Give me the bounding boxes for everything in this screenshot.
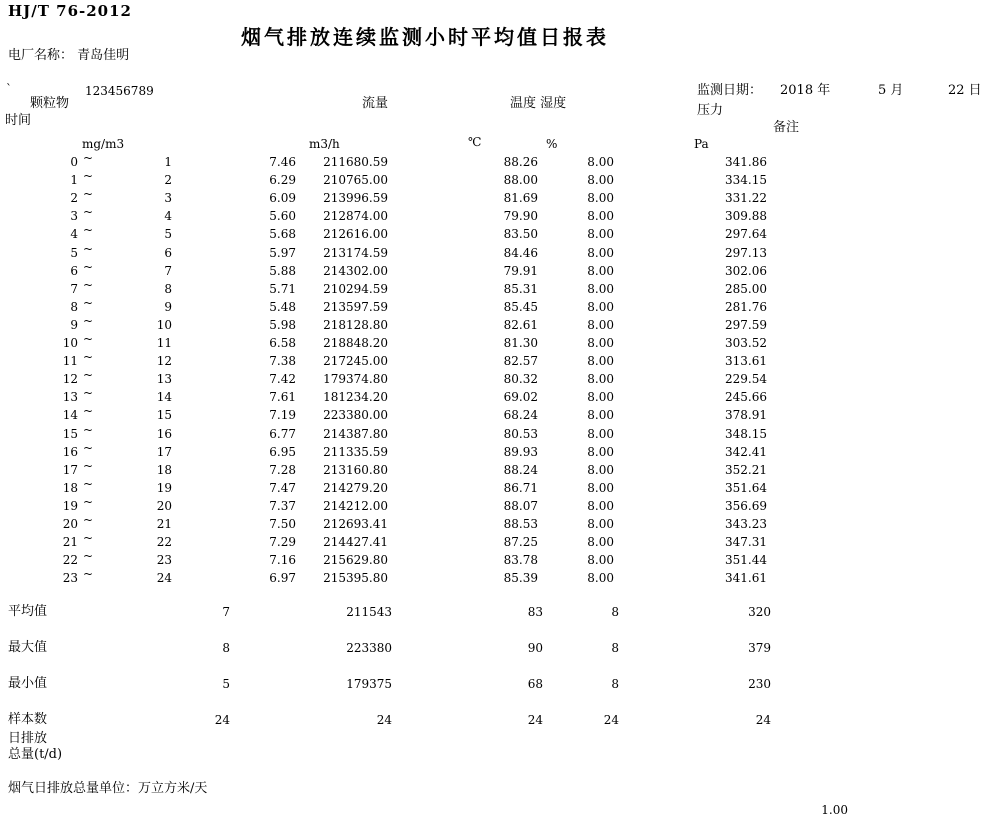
hour-row — [0, 440, 987, 463]
hour-start: 18 — [62, 480, 78, 495]
pressure-value: 342.41 — [725, 444, 767, 459]
range-separator: ~ — [83, 241, 94, 256]
hour-start: 19 — [62, 498, 78, 513]
summary-label: 最大值 — [8, 640, 48, 655]
flow-value: 213597.59 — [323, 299, 388, 314]
humidity-value: 8.00 — [587, 227, 614, 242]
humidity-value: 8.00 — [587, 245, 614, 260]
temperature-value: 80.53 — [503, 426, 538, 441]
daily-total-label-line1: 日排放 — [8, 731, 48, 746]
pressure-value: 334.15 — [725, 173, 767, 188]
pm-value: 5.71 — [269, 281, 296, 296]
flow-value: 217245.00 — [323, 354, 388, 369]
humidity-value: 8.00 — [587, 553, 614, 568]
hour-row — [0, 187, 987, 209]
temperature-value: 69.02 — [503, 390, 538, 405]
hour-start: 23 — [62, 571, 78, 586]
hour-end: 24 — [156, 571, 172, 586]
pressure-value: 347.31 — [725, 535, 767, 550]
pm-value: 7.28 — [269, 462, 296, 477]
temperature-value: 68.24 — [503, 408, 538, 423]
range-separator: ~ — [83, 151, 94, 165]
range-separator: ~ — [83, 440, 94, 455]
flow-value: 214212.00 — [323, 498, 388, 513]
range-separator: ~ — [83, 531, 94, 546]
temperature-value: 85.39 — [503, 571, 538, 586]
pm-value: 6.29 — [269, 173, 296, 188]
hour-row — [0, 476, 987, 499]
humidity-value: 8.00 — [587, 191, 614, 206]
pressure-value: 348.15 — [725, 426, 767, 441]
hour-end: 11 — [156, 336, 172, 350]
temperature-value: 82.61 — [503, 317, 538, 332]
pm-value: 7.38 — [269, 354, 296, 369]
hour-row — [0, 295, 987, 318]
tick-mark: ` — [6, 82, 12, 96]
hour-row — [0, 332, 987, 354]
hour-row — [0, 567, 987, 589]
hour-start: 4 — [70, 227, 78, 242]
temperature-value: 84.46 — [503, 245, 538, 260]
hour-start: 0 — [70, 155, 78, 169]
pressure-value: 309.88 — [725, 209, 767, 224]
pm-value: 5.98 — [269, 317, 296, 332]
hour-end: 22 — [156, 535, 172, 550]
hour-start: 13 — [62, 390, 78, 405]
hour-row — [0, 169, 987, 191]
flow-value: 215629.80 — [323, 553, 388, 568]
pressure-value: 341.61 — [725, 571, 767, 586]
humidity-value: 8.00 — [587, 571, 614, 586]
range-separator: ~ — [83, 368, 94, 383]
summary-label: 平均值 — [8, 604, 48, 619]
hour-end: 13 — [156, 372, 172, 387]
flow-value: 181234.20 — [323, 390, 388, 405]
flow-value: 214302.00 — [323, 263, 388, 278]
hour-end: 16 — [156, 426, 172, 441]
hour-end: 8 — [164, 281, 172, 296]
range-separator: ~ — [83, 187, 94, 202]
pressure-value: 229.54 — [725, 372, 767, 387]
humidity-value: 8.00 — [587, 426, 614, 441]
hour-row — [0, 531, 987, 553]
flow-value: 214279.20 — [323, 480, 388, 495]
summary-pm-value: 7 — [222, 605, 230, 619]
unit-pm: mg/m3 — [82, 137, 125, 151]
pm-value: 5.68 — [269, 227, 296, 242]
humidity-value: 8.00 — [587, 155, 614, 169]
pm-value: 5.60 — [269, 209, 296, 224]
hour-row — [0, 386, 987, 408]
monitor-date-label: 监测日期： — [697, 83, 763, 98]
range-separator: ~ — [83, 169, 94, 184]
temperature-value: 80.32 — [503, 372, 538, 387]
hour-end: 6 — [164, 245, 172, 260]
flow-value: 223380.00 — [323, 408, 388, 423]
unit-temperature: ℃ — [468, 135, 482, 149]
flow-value: 213174.59 — [323, 245, 388, 260]
humidity-value: 8.00 — [587, 336, 614, 350]
hour-end: 9 — [164, 299, 172, 314]
hour-end: 2 — [164, 173, 172, 188]
hour-end: 7 — [164, 263, 172, 278]
range-separator: ~ — [83, 295, 94, 310]
hour-row — [0, 494, 987, 517]
temperature-value: 85.31 — [503, 281, 538, 296]
hour-row — [0, 241, 987, 264]
temperature-value: 83.50 — [503, 227, 538, 242]
pressure-value: 313.61 — [725, 354, 767, 369]
humidity-value: 8.00 — [587, 535, 614, 550]
hour-row — [0, 277, 987, 300]
humidity-value: 8.00 — [587, 390, 614, 405]
summary-pm-value: 8 — [222, 641, 230, 655]
range-separator: ~ — [83, 313, 94, 328]
range-separator: ~ — [83, 277, 94, 292]
humidity-value: 8.00 — [587, 317, 614, 332]
footer-value: 1.00 — [821, 803, 848, 817]
flow-value: 210765.00 — [323, 173, 388, 188]
hour-start: 2 — [70, 191, 78, 206]
summary-flow-value: 211543 — [346, 605, 392, 619]
column-header-pressure: 压力 — [697, 103, 724, 118]
range-separator: ~ — [83, 404, 94, 419]
temperature-value: 88.24 — [503, 462, 538, 477]
daily-total-label-line2: 总量(t/d) — [8, 747, 63, 762]
summary-row — [0, 641, 987, 659]
pm-value: 5.97 — [269, 245, 296, 260]
column-header-pm: 颗粒物 — [30, 96, 70, 111]
hour-row — [0, 513, 987, 535]
pm-value: 7.46 — [269, 155, 296, 169]
temperature-value: 89.93 — [503, 444, 538, 459]
temperature-value: 81.69 — [503, 191, 538, 206]
monitor-date-day: 22 日 — [948, 83, 982, 98]
hour-row — [0, 205, 987, 227]
range-separator: ~ — [83, 332, 94, 346]
range-separator: ~ — [83, 422, 94, 437]
pm-value: 7.50 — [269, 517, 296, 531]
summary-pm-value: 24 — [214, 713, 230, 727]
hour-row — [0, 223, 987, 245]
flow-value: 212616.00 — [323, 227, 388, 242]
summary-temperature-value: 24 — [527, 713, 543, 727]
summary-pm-value: 5 — [222, 677, 230, 691]
unit-flow: m3/h — [309, 137, 340, 151]
hour-row — [0, 350, 987, 372]
temperature-value: 88.07 — [503, 498, 538, 513]
footer-unit-note: 烟气日排放总量单位：万立方米/天 — [8, 781, 208, 796]
temperature-value: 87.25 — [503, 535, 538, 550]
hour-row — [0, 549, 987, 571]
flow-value: 213996.59 — [323, 191, 388, 206]
hour-start: 20 — [62, 517, 78, 531]
hour-end: 17 — [156, 444, 172, 459]
pm-value: 6.77 — [269, 426, 296, 441]
pressure-value: 281.76 — [725, 299, 767, 314]
pressure-value: 331.22 — [725, 191, 767, 206]
hour-start: 11 — [62, 354, 78, 369]
range-separator: ~ — [83, 386, 94, 401]
summary-humidity-value: 24 — [603, 713, 619, 727]
humidity-value: 8.00 — [587, 173, 614, 188]
summary-label: 最小值 — [8, 676, 48, 691]
hour-start: 17 — [62, 462, 78, 477]
hour-start: 6 — [70, 263, 78, 278]
standard-number: HJ/T 76-2012 — [8, 2, 132, 20]
range-separator: ~ — [83, 205, 94, 220]
pressure-value: 302.06 — [725, 263, 767, 278]
pm-value: 7.16 — [269, 553, 296, 568]
monitor-date-year: 2018 年 — [780, 83, 831, 98]
summary-pressure-value: 320 — [748, 605, 771, 619]
pressure-value: 297.59 — [725, 317, 767, 332]
temperature-value: 86.71 — [503, 480, 538, 495]
humidity-value: 8.00 — [587, 354, 614, 369]
summary-pressure-value: 24 — [755, 713, 771, 727]
humidity-value: 8.00 — [587, 372, 614, 387]
summary-flow-value: 24 — [376, 713, 392, 727]
pm-value: 6.09 — [269, 191, 296, 206]
pressure-value: 341.86 — [725, 155, 767, 169]
hour-row — [0, 313, 987, 336]
summary-flow-value: 179375 — [346, 677, 392, 691]
summary-pressure-value: 379 — [748, 641, 771, 655]
humidity-value: 8.00 — [587, 408, 614, 423]
flow-value: 214387.80 — [323, 426, 388, 441]
temperature-value: 83.78 — [503, 553, 538, 568]
hour-end: 19 — [156, 480, 172, 495]
summary-temperature-value: 68 — [527, 677, 543, 691]
temperature-value: 82.57 — [503, 354, 538, 369]
pressure-value: 351.64 — [725, 480, 767, 495]
humidity-value: 8.00 — [587, 209, 614, 224]
humidity-value: 8.00 — [587, 281, 614, 296]
pressure-value: 245.66 — [725, 390, 767, 405]
flow-value: 211680.59 — [323, 155, 388, 169]
hour-row — [0, 458, 987, 481]
summary-temperature-value: 90 — [527, 641, 543, 655]
range-separator: ~ — [83, 350, 94, 365]
hour-start: 14 — [62, 408, 78, 423]
hour-end: 5 — [164, 227, 172, 242]
hour-row — [0, 422, 987, 445]
summary-temperature-value: 83 — [527, 605, 543, 619]
unit-humidity: % — [546, 137, 558, 151]
hour-row — [0, 404, 987, 426]
flow-value: 212874.00 — [323, 209, 388, 224]
hour-end: 12 — [156, 354, 172, 369]
hour-end: 15 — [156, 408, 172, 423]
column-header-time: 时间 — [5, 113, 32, 128]
hour-row — [0, 259, 987, 282]
hour-end: 20 — [156, 498, 172, 513]
flow-value: 211335.59 — [323, 444, 388, 459]
pm-value: 7.47 — [269, 480, 296, 495]
hour-end: 10 — [156, 317, 172, 332]
pm-value: 5.88 — [269, 263, 296, 278]
pressure-value: 351.44 — [725, 553, 767, 568]
hour-start: 8 — [70, 299, 78, 314]
flow-value: 218128.80 — [323, 317, 388, 332]
flow-value: 213160.80 — [323, 462, 388, 477]
hour-start: 9 — [70, 317, 78, 332]
hour-start: 5 — [70, 245, 78, 260]
hour-end: 21 — [156, 517, 172, 531]
summary-pressure-value: 230 — [748, 677, 771, 691]
summary-row — [0, 605, 987, 623]
pm-value: 7.37 — [269, 498, 296, 513]
pm-value: 7.42 — [269, 372, 296, 387]
pm-value: 7.61 — [269, 390, 296, 405]
temperature-value: 81.30 — [503, 336, 538, 350]
hour-start: 16 — [62, 444, 78, 459]
summary-row — [0, 713, 987, 731]
pm-value: 6.58 — [269, 336, 296, 350]
hour-start: 21 — [62, 535, 78, 550]
range-separator: ~ — [83, 223, 94, 238]
temperature-value: 79.91 — [503, 263, 538, 278]
report-title: 烟气排放连续监测小时平均值日报表 — [241, 25, 609, 49]
pressure-value: 297.64 — [725, 227, 767, 242]
pm-value: 7.29 — [269, 535, 296, 550]
humidity-value: 8.00 — [587, 498, 614, 513]
temperature-value: 88.26 — [503, 155, 538, 169]
plant-name: 电厂名称： 青岛佳明 — [8, 48, 130, 63]
flow-value: 212693.41 — [323, 517, 388, 531]
hour-end: 3 — [164, 191, 172, 206]
serial-number: 123456789 — [85, 84, 154, 98]
pressure-value: 297.13 — [725, 245, 767, 260]
summary-row — [0, 677, 987, 695]
hour-start: 12 — [62, 372, 78, 387]
humidity-value: 8.00 — [587, 462, 614, 477]
hour-start: 7 — [70, 281, 78, 296]
summary-label: 样本数 — [8, 712, 48, 727]
hour-start: 10 — [62, 336, 78, 350]
column-header-flow: 流量 — [362, 96, 389, 111]
temperature-value: 88.00 — [503, 173, 538, 188]
hour-end: 14 — [156, 390, 172, 405]
pm-value: 6.97 — [269, 571, 296, 586]
range-separator: ~ — [83, 494, 94, 509]
flow-value: 215395.80 — [323, 571, 388, 586]
unit-pressure: Pa — [694, 137, 709, 151]
hour-end: 18 — [156, 462, 172, 477]
pressure-value: 303.52 — [725, 336, 767, 350]
range-separator: ~ — [83, 259, 94, 274]
temperature-value: 85.45 — [503, 299, 538, 314]
flow-value: 179374.80 — [323, 372, 388, 387]
flow-value: 218848.20 — [323, 336, 388, 350]
temperature-value: 88.53 — [503, 517, 538, 531]
pressure-value: 343.23 — [725, 517, 767, 531]
monitor-date-month: 5 月 — [878, 83, 904, 98]
range-separator: ~ — [83, 549, 94, 564]
humidity-value: 8.00 — [587, 480, 614, 495]
hour-start: 22 — [62, 553, 78, 568]
summary-humidity-value: 8 — [611, 605, 619, 619]
pressure-value: 378.91 — [725, 408, 767, 423]
humidity-value: 8.00 — [587, 263, 614, 278]
range-separator: ~ — [83, 458, 94, 473]
pressure-value: 356.69 — [725, 498, 767, 513]
summary-humidity-value: 8 — [611, 641, 619, 655]
hour-row — [0, 151, 987, 173]
flow-value: 214427.41 — [323, 535, 388, 550]
range-separator: ~ — [83, 513, 94, 527]
humidity-value: 8.00 — [587, 299, 614, 314]
hour-row — [0, 368, 987, 390]
range-separator: ~ — [83, 567, 94, 582]
pressure-value: 285.00 — [725, 281, 767, 296]
flow-value: 210294.59 — [323, 281, 388, 296]
hour-end: 4 — [164, 209, 172, 224]
pm-value: 5.48 — [269, 299, 296, 314]
hour-start: 15 — [62, 426, 78, 441]
pm-value: 6.95 — [269, 444, 296, 459]
hour-end: 23 — [156, 553, 172, 568]
range-separator: ~ — [83, 476, 94, 491]
column-header-remark: 备注 — [773, 120, 800, 135]
pressure-value: 352.21 — [725, 462, 767, 477]
hour-start: 1 — [70, 173, 78, 188]
hour-end: 1 — [164, 155, 172, 169]
humidity-value: 8.00 — [587, 444, 614, 459]
humidity-value: 8.00 — [587, 517, 614, 531]
summary-humidity-value: 8 — [611, 677, 619, 691]
hour-start: 3 — [70, 209, 78, 224]
temperature-value: 79.90 — [503, 209, 538, 224]
summary-flow-value: 223380 — [346, 641, 392, 655]
pm-value: 7.19 — [269, 408, 296, 423]
column-header-temp-humidity: 温度 湿度 — [510, 96, 567, 111]
